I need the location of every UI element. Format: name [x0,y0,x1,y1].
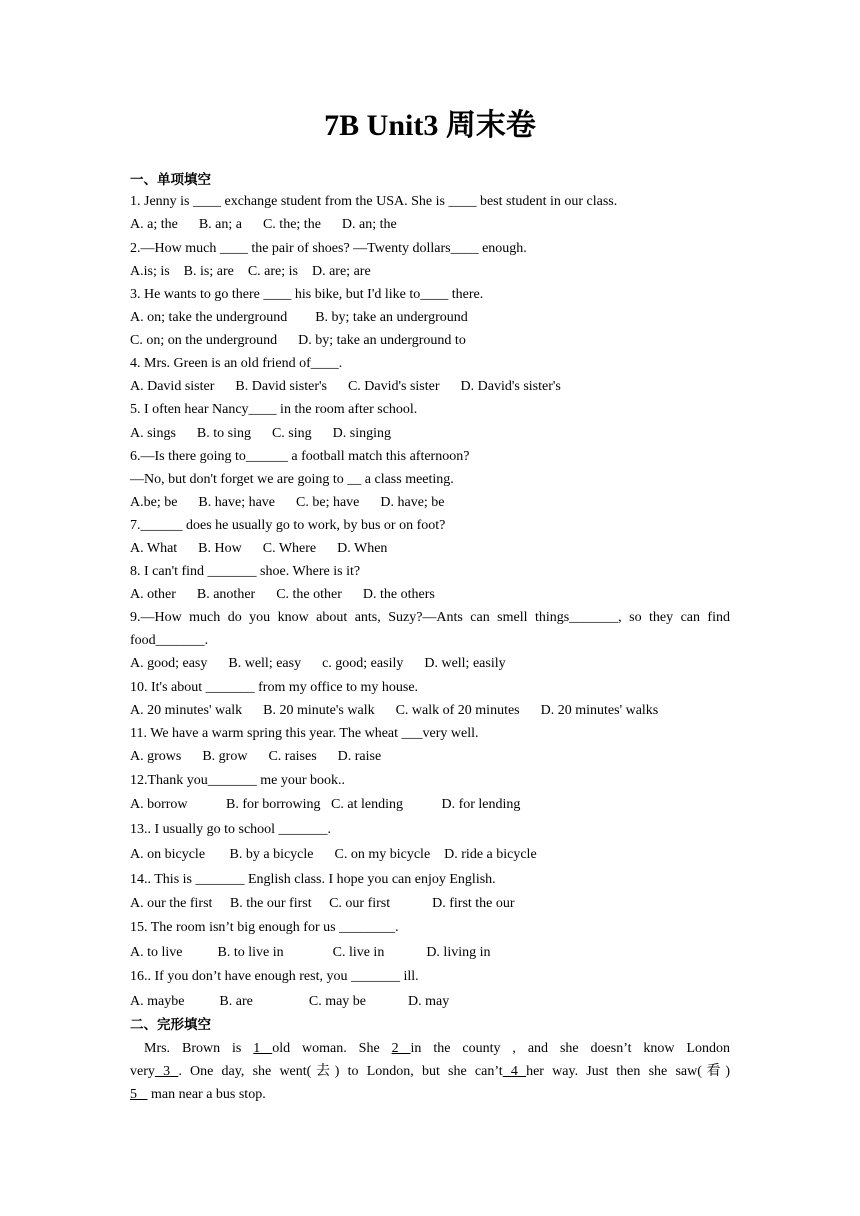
answer-options: A. borrow B. for borrowing C. at lending D. for lending [130,797,521,812]
answer-options: A. our the first B. the our first C. our first D. first the our [130,896,515,911]
answer-options: A.is; is B. is; are C. are; is D. are; are [130,264,371,279]
question-text: food_______. [130,633,209,648]
cloze-text: in the county , and she doesn’t know London [410,1041,731,1056]
answer-options: A. other B. another C. the other D. the others [130,587,435,602]
cloze-line-3 [130,1085,266,1105]
question-text: 9.—How much do you know about ants, Suzy?—Ants can smell things_______, so they can find [130,610,730,625]
question-text: 6.—Is there going to______ a football match this afternoon? [130,449,470,464]
question-text: 4. Mrs. Green is an old friend of____. [130,356,343,371]
question-text: 7.______ does he usually go to work, by bus or on foot? [130,518,446,533]
answer-options: A. good; easy B. well; easy c. good; easily D. well; easily [130,656,506,671]
cloze-blank-4: 4 [502,1064,527,1079]
answer-options: A. a; the B. an; a C. the; the D. an; the [130,217,397,232]
cloze-line-2 [130,1062,730,1082]
answer-options: A. What B. How C. Where D. When [130,541,388,556]
page-title: 7B Unit3 周末卷 [324,109,536,142]
answer-options: A.be; be B. have; have C. be; have D. have; be [130,495,445,510]
cloze-text: Mrs. Brown is [144,1041,254,1056]
question-text: 12.Thank you_______ me your book.. [130,773,346,788]
question-text: 5. I often hear Nancy____ in the room after school. [130,402,418,417]
question-text: 10. It's about _______ from my office to my house. [130,680,419,695]
question-text: 15. The room isn’t big enough for us ________. [130,920,399,935]
question-text: 16.. If you don’t have enough rest, you _______ ill. [130,969,419,984]
question-text: 14.. This is _______ English class. I hope you can enjoy English. [130,872,496,887]
question-text: 13.. I usually go to school _______. [130,822,332,837]
question-text: —No, but don't forget we are going to __ a class meeting. [130,472,454,487]
cloze-blank-1: 1 [253,1041,273,1056]
answer-options: A. grows B. grow C. raises D. raise [130,749,382,764]
section-heading-single-choice: 一、单项填空 [130,172,211,188]
cloze-blank-2: 2 [391,1041,411,1056]
question-text: 8. I can't find _______ shoe. Where is it? [130,564,361,579]
cloze-blank-3: 3 [154,1064,179,1079]
question-text: 2.—How much ____ the pair of shoes? —Twenty dollars____ enough. [130,241,527,256]
answer-options: A. to live B. to live in C. live in D. living in [130,945,491,960]
question-text: 1. Jenny is ____ exchange student from the USA. She is ____ best student in our class. [130,194,618,209]
question-text: 3. He wants to go there ____ his bike, but I'd like to____ there. [130,287,484,302]
answer-options: A. 20 minutes' walk B. 20 minute's walk C. walk of 20 minutes D. 20 minutes' walks [130,703,659,718]
answer-options: A. maybe B. are C. may be D. may [130,994,450,1009]
answer-options: A. on; take the underground B. by; take an underground [130,310,468,325]
answer-options: A. David sister B. David sister's C. David's sister D. David's sister's [130,379,561,394]
answer-options: A. sings B. to sing C. sing D. singing [130,426,391,441]
cloze-text: old woman. She [272,1041,392,1056]
cloze-text: . One day, she went(去) to London, but she can’t [178,1064,503,1079]
cloze-text: man near a bus stop. [147,1087,266,1102]
cloze-line-1 [130,1039,730,1059]
answer-options: C. on; on the underground D. by; take an underground to [130,333,466,348]
question-text: 11. We have a warm spring this year. The wheat ___very well. [130,726,479,741]
cloze-text: her way. Just then she saw(看) [526,1064,730,1079]
cloze-blank-5: 5 [130,1087,148,1102]
section-heading-cloze: 二、完形填空 [130,1017,211,1033]
answer-options: A. on bicycle B. by a bicycle C. on my bicycle D. ride a bicycle [130,847,537,862]
cloze-text: very [130,1064,155,1079]
